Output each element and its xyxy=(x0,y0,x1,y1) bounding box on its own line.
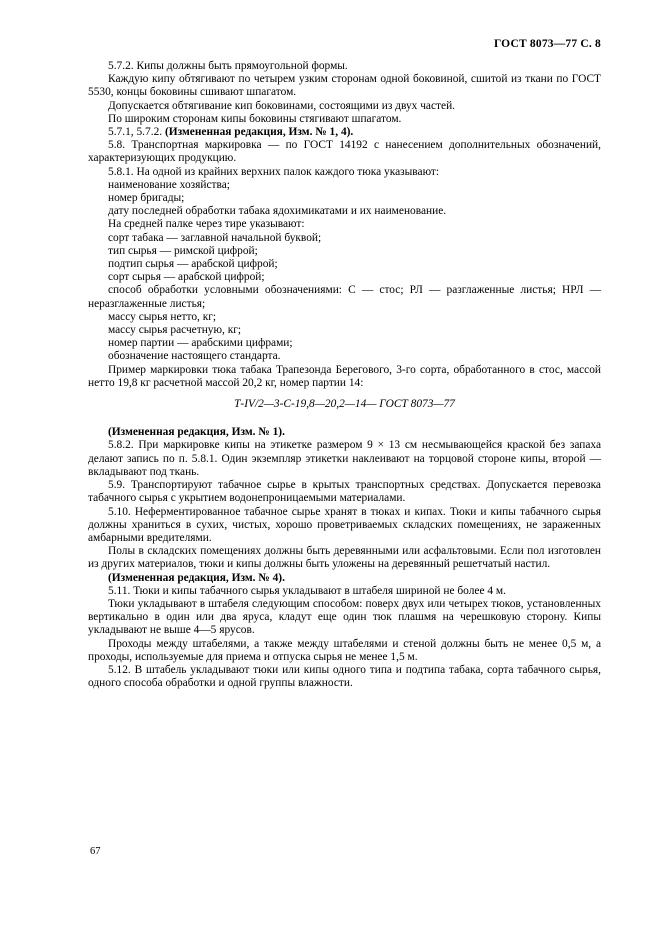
page-number: 67 xyxy=(90,846,101,857)
doc-header-reference: ГОСТ 8073—77 С. 8 xyxy=(493,38,601,50)
text-run: 5.8.1. На одной из крайних верхних палок каждого тюка указывают: xyxy=(108,165,440,178)
paragraph xyxy=(88,311,601,324)
text-run: 5.7.2. Кипы должны быть прямоугольной формы. xyxy=(108,60,348,72)
paragraph xyxy=(88,585,601,598)
paragraph xyxy=(88,258,601,271)
paragraph xyxy=(88,545,601,571)
paragraph xyxy=(88,218,601,231)
paragraph xyxy=(88,638,601,664)
text-run: На средней палке через тире указывают: xyxy=(108,218,305,231)
text-run: 5.12. В штабель укладывают тюки или кипы одного типа и подтипа табака, сорта табачного сырья, одного способа обработки и одной группы влажности. xyxy=(88,663,601,690)
text-run: Проходы между штабелями, а также между штабелями и стеной должны быть не менее 0,5 м, а проходы, используемые для приема и отпуска сырья не менее 1,5 м. xyxy=(88,637,601,663)
bold-text-run: (Измененная редакция, Изм. № 4). xyxy=(108,571,285,584)
paragraph xyxy=(88,598,601,638)
paragraph xyxy=(88,664,601,690)
text-run: 5.8. Транспортная маркировка — по ГОСТ 14192 с нанесением дополнительных обозначений, характеризующих продукцию. xyxy=(88,139,601,165)
document-body xyxy=(88,60,601,690)
text-run: массу сырья нетто, кг; xyxy=(108,310,217,323)
paragraph xyxy=(88,139,601,165)
paragraph xyxy=(88,113,601,126)
bold-text-run: (Измененная редакция, Изм. № 1). xyxy=(108,426,285,439)
text-run: сорт табака — заглавной начальной буквой; xyxy=(108,231,322,244)
paragraph xyxy=(88,192,601,205)
text-run: 5.10. Неферментированное табачное сырье хранят в тюках и кипах. Тюки и кипы табачного сырья должны храниться в сухих, чистых, хорошо проветриваемых складских помещениях, не зараженных амбарными вредителями. xyxy=(88,505,601,544)
paragraph xyxy=(88,166,601,179)
text-run: номер партии — арабскими цифрами; xyxy=(108,337,293,350)
text-run: способ обработки условными обозначениями: С — стос; РЛ — разглаженные листья; НРЛ — неразглаженные листья; xyxy=(88,284,601,310)
paragraph xyxy=(88,572,601,585)
paragraph xyxy=(88,271,601,284)
text-run: обозначение настоящего стандарта. xyxy=(108,350,281,363)
paragraph xyxy=(88,324,601,337)
paragraph xyxy=(88,337,601,350)
paragraph xyxy=(88,205,601,218)
text-run: Каждую кипу обтягивают по четырем узким сторонам одной боковиной, сшитой из ткани по ГОСТ 5530, концы боковины сшивают шпагатом. xyxy=(88,73,601,99)
paragraph xyxy=(88,232,601,245)
text-run: тип сырья — римской цифрой; xyxy=(108,244,258,257)
paragraph xyxy=(88,350,601,363)
text-run: Т-IV/2—3-С-19,8—20,2—14— ГОСТ 8073—77 xyxy=(234,398,455,411)
paragraph xyxy=(88,179,601,192)
paragraph xyxy=(88,426,601,439)
text-run: массу сырья расчетную, кг; xyxy=(108,324,242,337)
text-run: 5.8.2. При маркировке кипы на этикетке размером 9 × 13 см несмывающейся краской без запаха делают запись по п. 5.8.1. Один экземпляр этикетки наклеивают на торцовой стороне кипы, второй — вкладывают под ткань. xyxy=(88,439,601,478)
paragraph xyxy=(88,439,601,479)
paragraph xyxy=(88,245,601,258)
text-run: 5.9. Транспортируют табачное сырье в крытых транспортных средствах. Допускается перевозка табачного сырья с укрытием водонепроницаемыми материалами. xyxy=(88,479,601,505)
text-run: 5.11. Тюки и кипы табачного сырья укладывают в штабеля шириной не более 4 м. xyxy=(108,584,506,597)
text-run: По широким сторонам кипы боковины стягивают шпагатом. xyxy=(108,112,402,125)
paragraph xyxy=(88,60,601,73)
text-run: подтип сырья — арабской цифрой; xyxy=(108,258,278,271)
marking-example-formula xyxy=(88,398,601,411)
text-run: Допускается обтягивание кип боковинами, состоящими из двух частей. xyxy=(108,99,456,112)
text-run: Пример маркировки тюка табака Трапезонда Берегового, 3-го сорта, обработанного в стос, массой нетто 19,8 кг расчетной массой 20,2 кг, номер партии 14: xyxy=(88,363,601,389)
paragraph xyxy=(88,284,601,310)
paragraph xyxy=(88,73,601,99)
bold-text-run: (Измененная редакция, Изм. № 1, 4). xyxy=(164,126,354,139)
paragraph xyxy=(88,479,601,505)
text-run: 5.7.1, 5.7.2. xyxy=(108,126,165,139)
text-run: Тюки укладывают в штабеля следующим способом: поверх двух или четырех тюков, установленных вертикально в один или два яруса, кладут еще один тюк плашмя на черешковую сторону. Кипы укладывают не выше 4—5 ярусов. xyxy=(88,597,601,637)
paragraph xyxy=(88,506,601,546)
text-run: наименование хозяйства; xyxy=(108,178,230,191)
text-run: дату последней обработки табака ядохимикатами и их наименование. xyxy=(108,205,447,218)
text-run: номер бригады; xyxy=(108,192,185,205)
text-run: Полы в складских помещениях должны быть деревянными или асфальтовыми. Если пол изготовлен из других материалов, тюки и кипы должны быть уложены на деревянный решетчатый настил. xyxy=(88,545,601,571)
paragraph xyxy=(88,364,601,390)
paragraph xyxy=(88,100,601,113)
text-run: сорт сырья — арабской цифрой; xyxy=(108,271,265,284)
paragraph xyxy=(88,126,601,139)
